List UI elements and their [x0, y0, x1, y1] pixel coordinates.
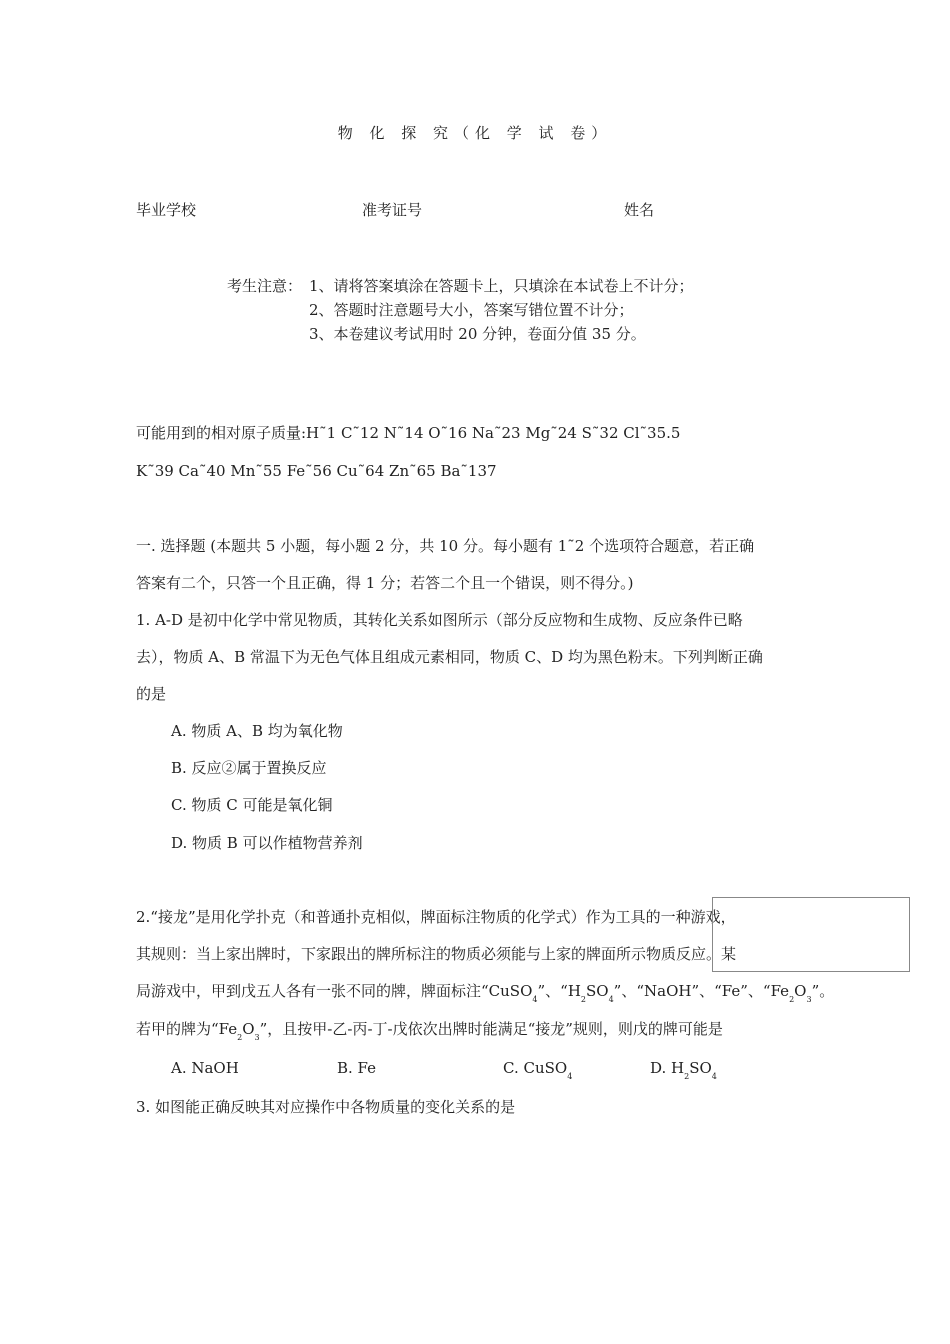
q2-option-c-text: C. CuSO	[503, 1059, 568, 1077]
q2-option-c	[503, 1057, 572, 1082]
q2-option-d-rest: SO	[689, 1059, 712, 1077]
page-title: 物 化 探 究（化 学 试 卷）	[337, 124, 613, 142]
q2-option-a: A. NaOH	[171, 1059, 239, 1077]
q1-stem-line-2: 去），物质 A、B 常温下为无色气体且组成元素相同，物质 C、D 均为黑色粉末。下列判断正确	[136, 648, 763, 666]
q2-stem-line-1: 2.“接龙”是用化学扑克（和普通扑克相似，牌面标注物质的化学式）作为工具的一种游戏，	[136, 908, 736, 926]
notice-item-3: 3、本卷建议考试用时 20 分钟，卷面分值 35 分。	[309, 325, 646, 343]
q2-stem-line-2: 其规则：当上家出牌时，下家跟出的牌所标注的物质必须能与上家的牌面所示物质反应。某	[136, 945, 737, 963]
q1-option-a: A. 物质 A、B 均为氧化物	[171, 722, 343, 740]
q2-line3-part-f: ”。	[811, 982, 835, 1000]
subscript: 3	[254, 1033, 260, 1042]
q2-line3-part-b: ”、“H	[537, 982, 581, 1000]
q2-line3-part-a: 局游戏中，甲到戊五人各有一张不同的牌，牌面标注“CuSO	[136, 982, 533, 1000]
exam-number-field-label: 准考证号	[362, 201, 423, 219]
empty-stamp-box	[712, 897, 910, 972]
q2-option-d	[650, 1057, 717, 1082]
subscript: 4	[608, 995, 614, 1004]
section-heading-line-1: 一. 选择题 (本题共 5 小题，每小题 2 分，共 10 分。每小题有 1˜2 个选项符合题意，若正确	[136, 537, 755, 555]
q2-line3-part-e: O	[794, 982, 807, 1000]
q2-stem-line-3	[136, 980, 834, 1005]
subscript: 4	[711, 1072, 717, 1081]
school-field-label: 毕业学校	[136, 201, 197, 219]
q2-line4-part-b: O	[242, 1020, 255, 1038]
q1-option-d: D. 物质 B 可以作植物营养剂	[171, 834, 363, 852]
q1-option-b: B. 反应②属于置换反应	[171, 759, 327, 777]
q2-option-b: B. Fe	[337, 1059, 377, 1077]
section-heading-line-2: 答案有二个，只答一个且正确，得 1 分；若答二个且一个错误，则不得分。)	[136, 574, 634, 592]
name-field-label: 姓名	[624, 201, 655, 219]
subscript: 3	[806, 995, 812, 1004]
atomic-mass-line-2: K˜39 Ca˜40 Mn˜55 Fe˜56 Cu˜64 Zn˜65 Ba˜137	[136, 462, 497, 480]
notice-item-2: 2、答题时注意题号大小，答案写错位置不计分；	[309, 301, 634, 319]
subscript: 2	[237, 1033, 243, 1042]
notice-label: 考生注意：	[227, 277, 303, 295]
q2-line4-part-a: 若甲的牌为“Fe	[136, 1020, 238, 1038]
notice-item-1: 1、请将答案填涂在答题卡上，只填涂在本试卷上不计分；	[309, 277, 694, 295]
subscript: 2	[684, 1072, 690, 1081]
q3-stem-line-1: 3. 如图能正确反映其对应操作中各物质量的变化关系的是	[136, 1098, 516, 1116]
subscript: 4	[567, 1072, 573, 1081]
q2-line3-part-d: ”、“NaOH”、“Fe”、“Fe	[613, 982, 790, 1000]
q1-stem-line-1: 1. A-D 是初中化学中常见物质，其转化关系如图所示（部分反应物和生成物、反应条件已略	[136, 611, 743, 629]
q2-stem-line-4	[136, 1018, 723, 1043]
q1-option-c: C. 物质 C 可能是氧化铜	[171, 796, 333, 814]
q2-line3-part-c: SO	[586, 982, 609, 1000]
atomic-mass-line-1: 可能用到的相对原子质量:H˜1 C˜12 N˜14 O˜16 Na˜23 Mg˜24 S˜32 Cl˜35.5	[136, 424, 681, 442]
q2-line4-part-c: ”，且按甲-乙-丙-丁-戊依次出牌时能满足“接龙”规则，则戊的牌可能是	[259, 1020, 723, 1038]
q2-option-d-text: D. H	[650, 1059, 685, 1077]
q1-stem-line-3: 的是	[136, 685, 167, 703]
subscript: 4	[532, 995, 538, 1004]
subscript: 2	[789, 995, 795, 1004]
subscript: 2	[580, 995, 586, 1004]
